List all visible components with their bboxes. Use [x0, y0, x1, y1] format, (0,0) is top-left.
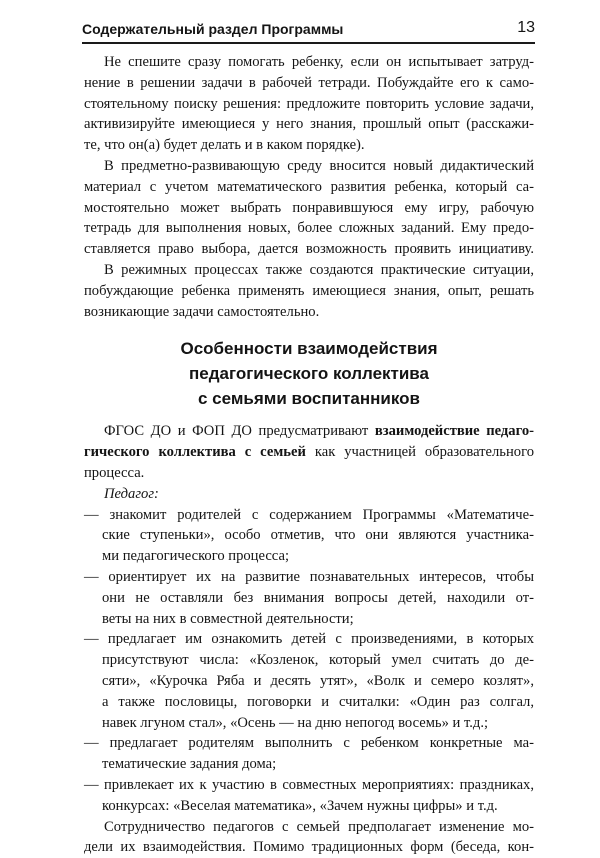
text-line: веты на них в совместной деятельности; [84, 609, 534, 630]
bold-run: взаимодействие педаго- [375, 423, 534, 439]
page-number: 13 [517, 19, 535, 37]
text-line: мостоятельно может выбрать понравившуюся ему игру, рабочую [84, 198, 534, 219]
text-line: материал с учетом математического развития ребенка, который са- [84, 177, 534, 198]
text-line: — знакомит родителей с содержанием Программы «Математиче- [84, 505, 534, 526]
paragraph-5 [84, 817, 534, 858]
text-line: они не оставляли без внимания вопросы детей, находили от- [84, 588, 534, 609]
text-line: тематические задания дома; [84, 754, 534, 775]
list-item [84, 733, 534, 775]
paragraph-3 [84, 260, 534, 322]
text-line: нение в решении задачи в рабочей тетради. Побуждайте его к само- [84, 73, 534, 94]
paragraph-1 [84, 52, 534, 156]
text-line: В предметно-развивающую среду вносится новый дидактический [84, 156, 534, 177]
text-line: В режимных процессах также создаются практические ситуации, [84, 260, 534, 281]
page-body [84, 52, 534, 858]
bold-run: гического коллектива с семьей [84, 444, 306, 460]
text-line: ские ступеньки», особо отметив, что они являются участника- [84, 525, 534, 546]
text-line: Сотрудничество педагогов с семьей предполагает изменение мо- [84, 817, 534, 838]
text-line: возникающие задачи самостоятельно. [84, 302, 534, 323]
text-line: сяти», «Курочка Ряба и десять утят», «Волк и семеро козлят», [84, 671, 534, 692]
text-line: ставляется право выбора, дается возможность проявить инициативу. [84, 239, 534, 260]
list-item [84, 567, 534, 629]
paragraph-2 [84, 156, 534, 260]
heading-line: Особенности взаимодействия [84, 336, 534, 361]
list-item [84, 629, 534, 733]
bullet-list [84, 505, 534, 817]
text-line [84, 442, 534, 463]
text-line: тетрадь для выполнения новых, более сложных заданий. Ему предо- [84, 218, 534, 239]
section-heading [84, 336, 534, 411]
text-line: побуждающие ребенка применять имеющиеся знания, опыт, решать [84, 281, 534, 302]
text-run: ФГОС ДО и ФОП ДО предусматривают [104, 423, 375, 439]
heading-line: с семьями воспитанников [84, 386, 534, 411]
paragraph-4 [84, 421, 534, 483]
text-line: присутствуют числа: «Козленок, который умел считать до де- [84, 650, 534, 671]
text-line: процесса. [84, 463, 534, 484]
text-line: — предлагает родителям выполнить с ребенком конкретные ма- [84, 733, 534, 754]
running-header [82, 18, 535, 44]
text-line: а также пословицы, поговорки и считалки: «Один раз солгал, [84, 692, 534, 713]
text-line: — предлагает им ознакомить детей с произведениями, в которых [84, 629, 534, 650]
text-line: Не спешите сразу помогать ребенку, если он испытывает затруд- [84, 52, 534, 73]
text-line: — ориентирует их на развитие познавательных интересов, чтобы [84, 567, 534, 588]
text-line [84, 421, 534, 442]
text-line: дели их взаимодействия. Помимо традиционных форм (беседа, кон- [84, 837, 534, 858]
heading-line: педагогического коллектива [84, 361, 534, 386]
text-line: навек лгуном стал», «Осень — на дню непогод восемь» и т.д.; [84, 713, 534, 734]
list-item [84, 775, 534, 817]
text-line: — привлекает их к участию в совместных мероприятиях: праздниках, [84, 775, 534, 796]
text-line: активизируйте имеющиеся у него знания, прошлый опыт (расскажи- [84, 114, 534, 135]
pedagog-label: Педагог: [84, 484, 534, 505]
list-item [84, 505, 534, 567]
text-line: конкурсах: «Веселая математика», «Зачем нужны цифры» и т.д. [84, 796, 534, 817]
text-run: как участницей образовательного [306, 444, 534, 460]
section-title: Содержательный раздел Программы [82, 21, 343, 37]
text-line: те, что он(а) будет делать и в каком порядке). [84, 135, 534, 156]
text-line: стоятельному поиску решения: предложите повторить условие задачи, [84, 94, 534, 115]
text-line: ми педагогического процесса; [84, 546, 534, 567]
